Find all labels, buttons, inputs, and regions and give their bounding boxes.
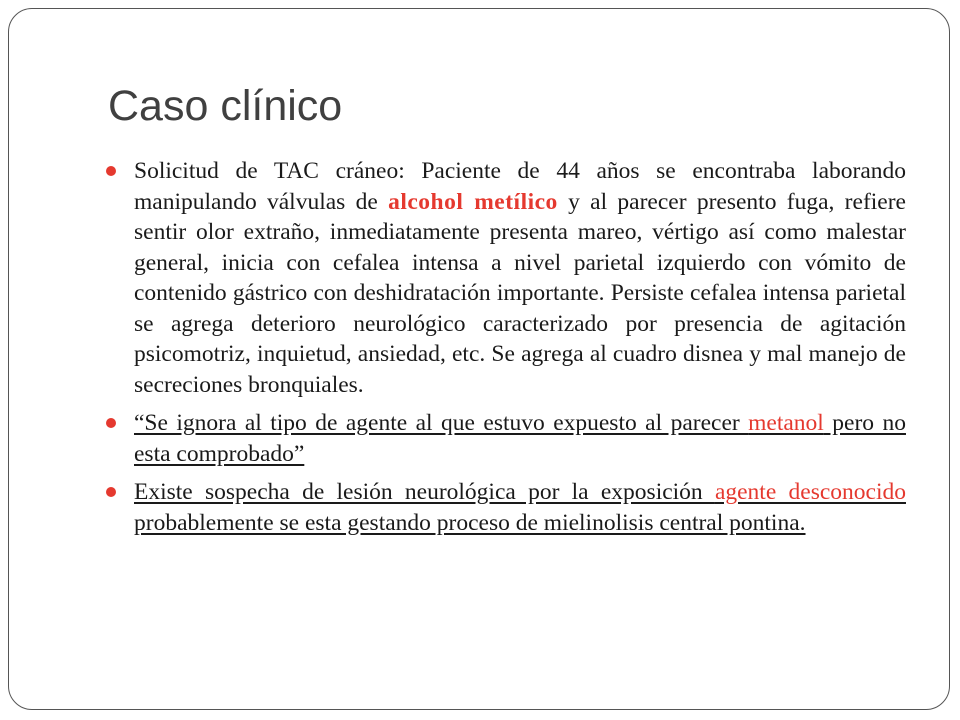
bullet-dot-icon bbox=[106, 166, 116, 176]
slide-title: Caso clínico bbox=[108, 82, 343, 130]
text-segment: probablemente se esta gestando proceso de mielinolisis central pontina. bbox=[134, 509, 806, 536]
bullet-item-clinical-request bbox=[106, 156, 906, 400]
text-segment: Solicitud de TAC cráneo: Paciente de 44 años se encontraba laborando manipulando válvulas de bbox=[134, 158, 906, 215]
highlight-alcohol-metilico: alcohol metílico bbox=[388, 188, 558, 215]
text-segment: “Se ignora al tipo de agente al que estuvo expuesto al parecer bbox=[134, 410, 749, 436]
highlight-metanol: metanol bbox=[748, 410, 824, 436]
highlight-agente-desconocido: agente desconocido bbox=[714, 479, 906, 505]
text-segment: Existe sospecha de lesión neurológica por la exposición bbox=[134, 479, 715, 505]
bullet-item-agent-quote bbox=[106, 408, 906, 469]
text-segment: pero no esta comprobado” bbox=[134, 410, 906, 467]
bullet-dot-icon bbox=[106, 487, 116, 497]
slide-body bbox=[106, 156, 906, 546]
bullet-dot-icon bbox=[106, 418, 116, 428]
bullet-item-suspicion bbox=[106, 477, 906, 538]
text-segment: y al parecer presento fuga, refiere sentir olor extraño, inmediatamente presenta mareo, vértigo así como malestar general, inicia con cefalea intensa a nivel parietal izquierdo con vómito de contenido gástrico con deshidratación importante. Persiste cefalea intensa parietal se agrega deterioro neurológico caracterizado por presencia de agitación psicomotriz, inquietud, ansiedad, etc. Se agrega al cuadro disnea y mal manejo de secreciones bronquiales. bbox=[134, 188, 906, 398]
